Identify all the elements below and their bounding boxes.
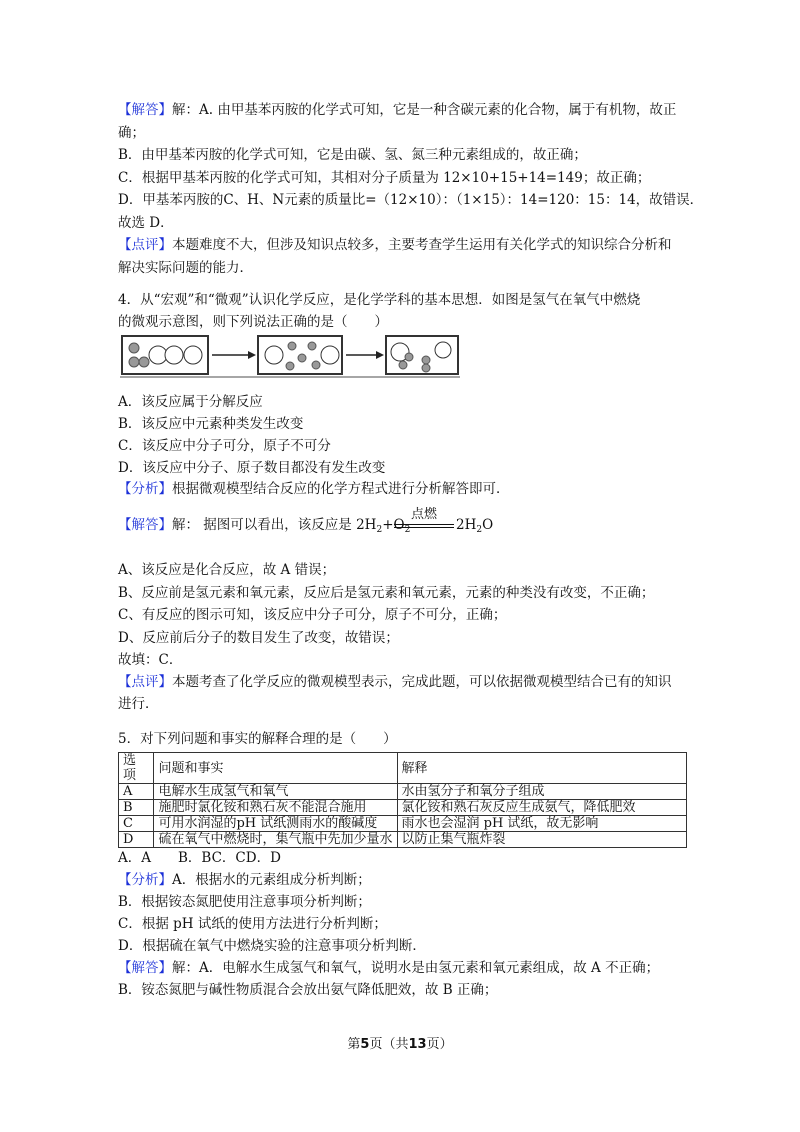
q3-answer-line-5: D．甲基苯丙胺的C、H、N元素的质量比=（12×10）：（1×15）：14=120：15：14，故错误． — [118, 192, 704, 208]
q3-review-text: 本题难度不大，但涉及知识点较多，主要考查学生运用有关化学式的知识综合分析和 — [172, 237, 672, 253]
q3-answer-line-4: C．根据甲基苯丙胺的化学式可知，其相对分子质量为 12×10+15+14=149；故正确； — [118, 170, 651, 186]
reaction-product: $2H_2O$ — [456, 517, 494, 535]
answer-tag: 【解答】 — [118, 102, 172, 118]
q5-analysis-b: B．根据铵态氮肥使用注意事项分析判断； — [118, 894, 371, 910]
header-question: 问题和事实 — [154, 753, 397, 784]
q5-answer — [118, 958, 659, 978]
q4-micro-diagram — [120, 334, 460, 378]
current-page: 5 — [360, 1037, 370, 1052]
q4-option-b: B．该反应中元素种类发生改变 — [118, 416, 304, 432]
q5-answer-text: 解：A．电解水生成氢气和氧气，说明水是由氢元素和氧元素组成，故 A 不正确； — [172, 960, 660, 976]
row-label: C — [119, 816, 154, 832]
total-pages: 13 — [408, 1037, 427, 1052]
q3-review-line-2: 解决实际问题的能力． — [118, 260, 253, 276]
review-tag: 【点评】 — [118, 674, 172, 690]
analysis-tag: 【分析】 — [118, 481, 172, 497]
footer-middle: 页（共 — [369, 1037, 409, 1052]
q4-answer-d: D、反应前后分子的数目发生了改变，故错误； — [118, 630, 399, 646]
q3-answer-line-1 — [118, 100, 676, 120]
row-explanation: 雨水也会湿润 pH 试纸，故无影响 — [397, 816, 687, 832]
review-tag: 【点评】 — [118, 237, 172, 253]
q5-analysis — [118, 870, 371, 890]
table-row — [119, 816, 687, 832]
page-footer — [0, 1033, 800, 1052]
row-label: B — [119, 800, 154, 816]
q4-stem-line-2: 的微观示意图，则下列说法正确的是（ ） — [118, 314, 388, 330]
q3-review-line-1 — [118, 235, 672, 255]
table-row — [119, 784, 687, 800]
q4-answer-b: B、反应前是氢元素和氧元素，反应后是氢元素和氧元素，元素的种类没有改变，不正确； — [118, 585, 655, 601]
q4-review-text: 本题考查了化学反应的微观模型表示，完成此题，可以依据微观模型结合已有的知识 — [172, 674, 672, 690]
table-row — [119, 800, 687, 816]
header-explanation: 解释 — [397, 753, 687, 784]
q4-option-c: C．该反应中分子可分，原子不可分 — [118, 438, 331, 454]
q3-answer-line-3: B．由甲基苯丙胺的化学式可知，它是由碳、氢、氮三种元素组成的，故正确； — [118, 147, 587, 163]
q5-table — [118, 752, 687, 848]
q4-answer: 【解答】解： 据图可以看出，该反应是 $2H_2+O_2$ — [118, 517, 411, 535]
q4-fill: 故填：C． — [118, 652, 183, 668]
table-header-row — [119, 753, 687, 784]
q4-review-line-2: 进行． — [118, 696, 159, 712]
table-row — [119, 832, 687, 848]
q5-stem: 5．对下列问题和事实的解释合理的是（ ） — [118, 731, 397, 747]
analysis-tag: 【分析】 — [118, 872, 172, 888]
row-fact: 硫在氧气中燃烧时，集气瓶中先加少量水 — [154, 832, 397, 848]
row-label: A — [119, 784, 154, 800]
footer-prefix: 第 — [347, 1037, 361, 1052]
q3-answer-line-2: 确； — [118, 125, 145, 141]
row-fact: 施肥时氯化铵和熟石灰不能混合施用 — [154, 800, 397, 816]
q4-answer-c: C、有反应的图示可知，该反应中分子可分，原子不可分，正确； — [118, 607, 507, 623]
row-fact: 可用水润湿的pH 试纸测雨水的酸碱度 — [154, 816, 397, 832]
q5-analysis-text: A．根据水的元素组成分析判断； — [172, 872, 371, 888]
row-label: D — [119, 832, 154, 848]
reaction-condition: 点燃 — [410, 507, 437, 522]
q4-review — [118, 672, 672, 692]
answer-tag: 【解答】 — [118, 517, 172, 533]
footer-suffix: 页） — [426, 1037, 453, 1052]
row-explanation: 水由氢分子和氧分子组成 — [397, 784, 687, 800]
header-option: 选项 — [119, 753, 154, 784]
q4-answer-a: A、该反应是化合反应，故 A 错误； — [118, 562, 336, 578]
q4-option-d: D．该反应中分子、原子数目都没有发生改变 — [118, 460, 386, 476]
row-explanation: 氯化铵和熟石灰反应生成氨气，降低肥效 — [397, 800, 687, 816]
q5-answer-b: B．铵态氮肥与碱性物质混合会放出氨气降低肥效，故 B 正确； — [118, 982, 498, 998]
q3-answer-line-6: 故选 D． — [118, 215, 174, 231]
q4-analysis — [118, 479, 510, 499]
q5-analysis-d: D．根据硫在氧气中燃烧实验的注意事项分析判断． — [118, 938, 426, 954]
reaction-arrow — [394, 508, 454, 528]
row-explanation: 以防止集气瓶炸裂 — [397, 832, 687, 848]
q5-choices: A．A B．BC．CD．D — [118, 850, 281, 866]
q4-answer-text: 解： 据图可以看出，该反应是 2H — [172, 517, 377, 533]
q3-answer-text: 解：A. 由甲基苯丙胺的化学式可知，它是一种含碳元素的化合物，属于有机物，故正 — [172, 102, 677, 118]
q5-analysis-c: C．根据 pH 试纸的使用方法进行分析判断； — [118, 916, 387, 932]
row-fact: 电解水生成氢气和氧气 — [154, 784, 397, 800]
q4-analysis-text: 根据微观模型结合反应的化学方程式进行分析解答即可． — [172, 481, 510, 497]
q4-option-a: A．该反应属于分解反应 — [118, 394, 263, 410]
q4-stem-line-1: 4．从“宏观”和“微观”认识化学反应，是化学学科的基本思想．如图是氢气在氧气中燃烧 — [118, 292, 641, 308]
answer-tag: 【解答】 — [118, 960, 172, 976]
